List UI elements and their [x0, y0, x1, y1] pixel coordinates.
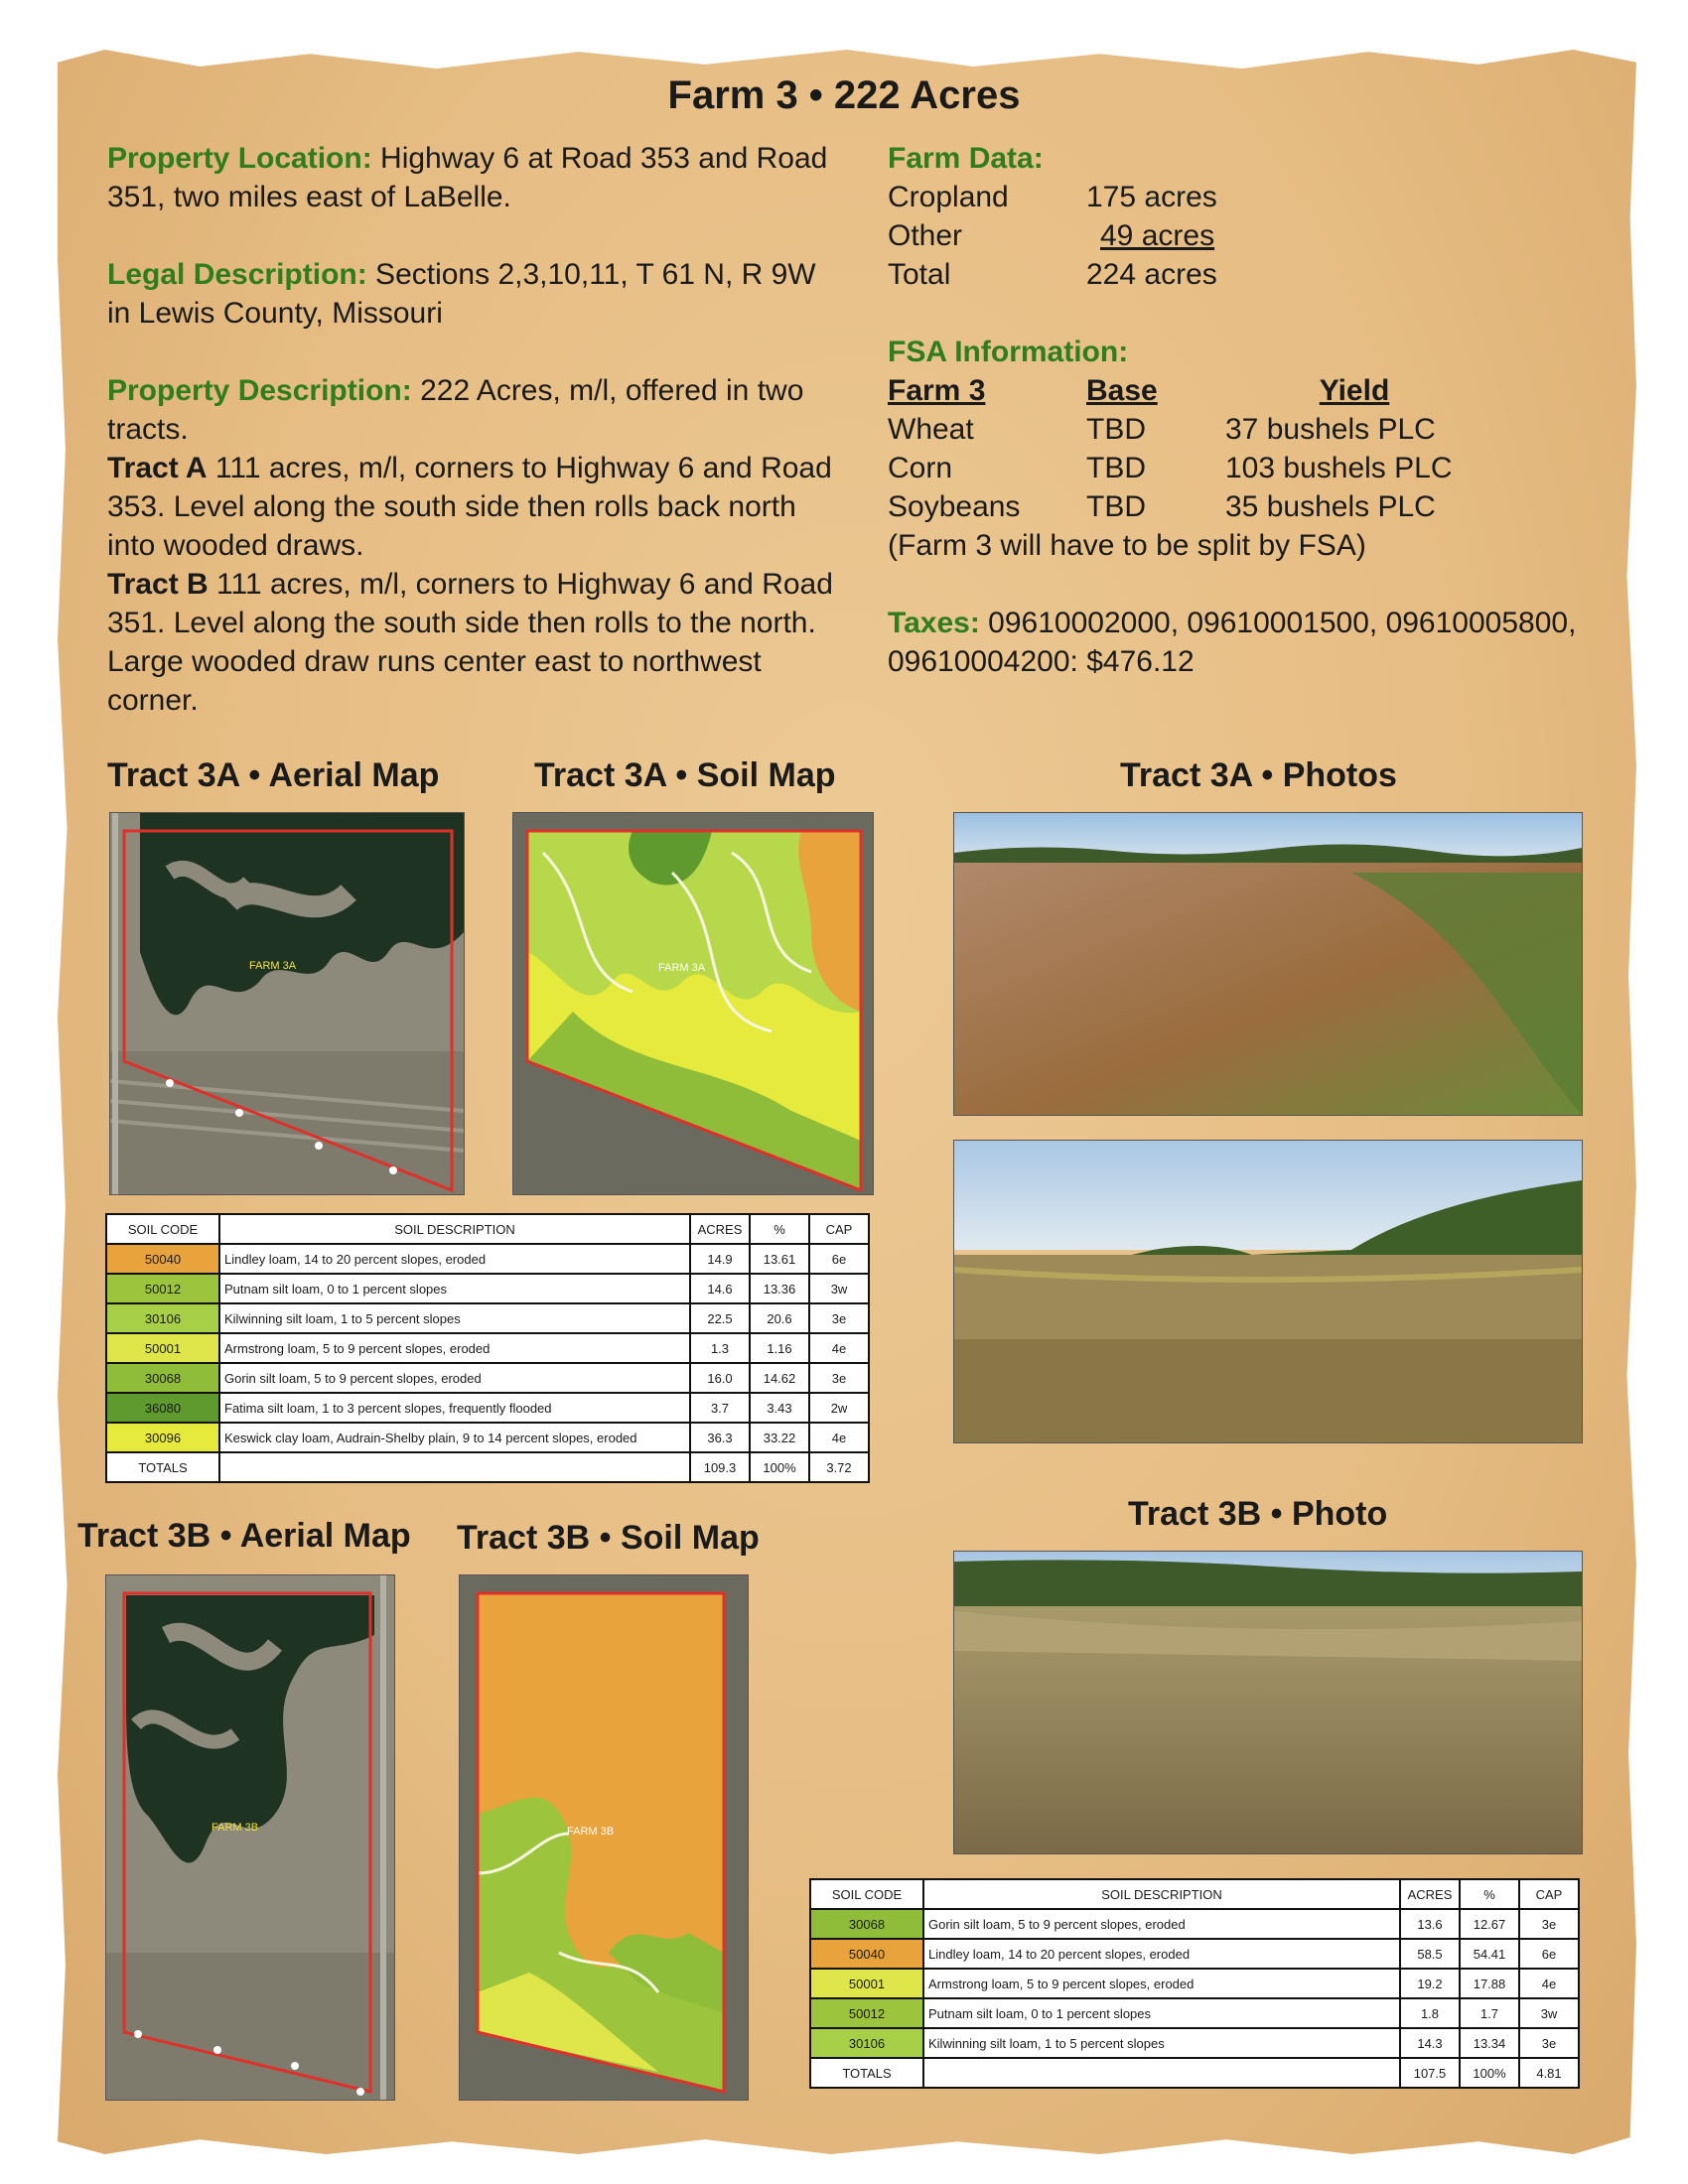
total-cap-cell: 4.81 [1519, 2058, 1579, 2088]
farm-3b-map-label: FARM 3B [211, 1822, 259, 1834]
soil-map-graphic [460, 1575, 748, 2100]
fsa-yield: 35 bushels PLC [1225, 490, 1436, 523]
tract-3a-soil-map [512, 812, 874, 1195]
table-row [106, 1333, 869, 1363]
page-title: Farm 3 • 222 Acres [667, 73, 1021, 117]
table-row [106, 1303, 869, 1333]
percent-cell: 33.22 [750, 1423, 809, 1452]
soil-code-cell: 50040 [810, 1939, 923, 1969]
taxes-text: 09610002000, 09610001500, 09610005800, 09610004200: $476.12 [888, 607, 1577, 678]
farm-data-row [888, 216, 1603, 255]
farm-data-name: Total [888, 258, 951, 291]
soil-description-cell: Gorin silt loam, 5 to 9 percent slopes, eroded [219, 1363, 690, 1393]
fsa-header-yield: Yield [1319, 374, 1390, 407]
empty-cell [923, 2058, 1400, 2088]
acres-cell: 14.6 [690, 1274, 750, 1303]
total-cap-cell: 3.72 [809, 1452, 869, 1482]
soil-code-cell: 30106 [810, 2028, 923, 2058]
cap-cell: 3e [809, 1303, 869, 1333]
soil-code-cell: 36080 [106, 1393, 219, 1423]
farm-data-value: 175 acres [1086, 181, 1217, 213]
totals-row [810, 2058, 1579, 2088]
table-row [810, 1969, 1579, 1998]
tract-a-text: 111 acres, m/l, corners to Highway 6 and Road 353. Level along the south side then rolls back north into wooded draws. [107, 452, 832, 562]
fsa-information-label: FSA Information: [888, 336, 1129, 368]
total-acres-cell: 109.3 [690, 1452, 750, 1482]
cap-cell: 6e [1519, 1939, 1579, 1969]
percent-cell: 13.36 [750, 1274, 809, 1303]
property-info-column [107, 139, 842, 720]
aerial-map-graphic [106, 1575, 394, 2100]
taxes-label: Taxes: [888, 607, 980, 639]
percent-cell: 54.41 [1460, 1939, 1519, 1969]
percent-cell: 13.61 [750, 1244, 809, 1274]
property-location-text: Highway 6 at Road 353 and Road 351, two miles east of LaBelle. [107, 142, 828, 213]
fsa-crop: Soybeans [888, 490, 1021, 523]
property-location-label: Property Location: [107, 142, 372, 175]
soil-description-cell: Lindley loam, 14 to 20 percent slopes, eroded [219, 1244, 690, 1274]
fsa-header-farm: Farm 3 [888, 374, 986, 407]
legal-description-label: Legal Description: [107, 258, 367, 291]
total-percent-cell: 100% [750, 1452, 809, 1482]
cap-cell: 6e [809, 1244, 869, 1274]
fsa-header-row [888, 371, 1603, 410]
header-soil-description: SOIL DESCRIPTION [219, 1214, 690, 1244]
percent-cell: 3.43 [750, 1393, 809, 1423]
table-row [106, 1363, 869, 1393]
totals-label-cell: TOTALS [106, 1452, 219, 1482]
property-description-text: 222 Acres, m/l, offered in two tracts. [107, 374, 804, 446]
fsa-crop: Wheat [888, 413, 974, 446]
soil-description-cell: Armstrong loam, 5 to 9 percent slopes, eroded [923, 1969, 1400, 1998]
percent-cell: 1.7 [1460, 1998, 1519, 2028]
header-soil-code: SOIL CODE [810, 1879, 923, 1909]
totals-row [106, 1452, 869, 1482]
tract-3a-photo-1 [953, 812, 1583, 1116]
percent-cell: 20.6 [750, 1303, 809, 1333]
totals-label-cell: TOTALS [810, 2058, 923, 2088]
field-photo-graphic [954, 813, 1582, 1115]
table-row [810, 2028, 1579, 2058]
farm-data-name: Other [888, 219, 963, 252]
table-row [106, 1244, 869, 1274]
tract-b-text: 111 acres, m/l, corners to Highway 6 and Road 351. Level along the south side then rolls to the north. Large wooded draw runs center east to northwest corner. [107, 568, 833, 717]
aerial-map-graphic [110, 813, 464, 1194]
cap-cell: 3e [809, 1363, 869, 1393]
acres-cell: 16.0 [690, 1363, 750, 1393]
acres-cell: 14.9 [690, 1244, 750, 1274]
tract-3b-soil-map [459, 1574, 749, 2101]
tract-a-label: Tract A [107, 452, 208, 484]
table-row [106, 1393, 869, 1423]
header-percent: % [1460, 1879, 1519, 1909]
fsa-row [888, 449, 1603, 487]
fsa-base: TBD [1086, 413, 1146, 446]
fsa-row [888, 487, 1603, 526]
table-row [106, 1423, 869, 1452]
soil-description-cell: Kilwinning silt loam, 1 to 5 percent slopes [923, 2028, 1400, 2058]
soil-description-cell: Putnam silt loam, 0 to 1 percent slopes [923, 1998, 1400, 2028]
soil-description-cell: Armstrong loam, 5 to 9 percent slopes, eroded [219, 1333, 690, 1363]
tract-3a-soil-table [105, 1213, 870, 1483]
field-photo-graphic [954, 1552, 1582, 1853]
soil-description-cell: Fatima silt loam, 1 to 3 percent slopes, frequently flooded [219, 1393, 690, 1423]
fsa-yield: 103 bushels PLC [1225, 452, 1453, 484]
percent-cell: 13.34 [1460, 2028, 1519, 2058]
acres-cell: 58.5 [1400, 1939, 1460, 1969]
cap-cell: 3w [809, 1274, 869, 1303]
farm-data-value: 49 acres [1100, 219, 1215, 252]
table-row [810, 1939, 1579, 1969]
acres-cell: 14.3 [1400, 2028, 1460, 2058]
header-acres: ACRES [690, 1214, 750, 1244]
table-header-row [810, 1879, 1579, 1909]
farm-data-row [888, 255, 1603, 294]
cap-cell: 4e [809, 1333, 869, 1363]
fsa-base: TBD [1086, 490, 1146, 523]
acres-cell: 13.6 [1400, 1909, 1460, 1939]
farm-3a-soil-label: FARM 3A [658, 962, 706, 974]
fsa-crop: Corn [888, 452, 953, 484]
tract-3b-soil-title: Tract 3B • Soil Map [457, 1519, 760, 1557]
percent-cell: 1.16 [750, 1333, 809, 1363]
fsa-note: (Farm 3 will have to be split by FSA) [888, 529, 1366, 562]
legal-description [107, 255, 842, 333]
fsa-yield: 37 bushels PLC [1225, 413, 1436, 446]
tract-3a-soil-title: Tract 3A • Soil Map [534, 756, 836, 794]
header-soil-description: SOIL DESCRIPTION [923, 1879, 1400, 1909]
acres-cell: 1.8 [1400, 1998, 1460, 2028]
tract-3a-photo-2 [953, 1140, 1583, 1443]
table-row [810, 1998, 1579, 2028]
soil-description-cell: Gorin silt loam, 5 to 9 percent slopes, eroded [923, 1909, 1400, 1939]
header-cap: CAP [1519, 1879, 1579, 1909]
soil-code-cell: 30068 [810, 1909, 923, 1939]
acres-cell: 22.5 [690, 1303, 750, 1333]
property-location [107, 139, 842, 216]
percent-cell: 12.67 [1460, 1909, 1519, 1939]
empty-cell [219, 1452, 690, 1482]
table-row [106, 1274, 869, 1303]
table-row [810, 1909, 1579, 1939]
header-acres: ACRES [1400, 1879, 1460, 1909]
acres-cell: 1.3 [690, 1333, 750, 1363]
farm-data-value: 224 acres [1086, 258, 1217, 291]
soil-code-cell: 30068 [106, 1363, 219, 1393]
tract-3b-photo [953, 1551, 1583, 1854]
header-soil-code: SOIL CODE [106, 1214, 219, 1244]
tract-3b-soil-table [809, 1878, 1580, 2089]
fsa-row [888, 410, 1603, 449]
property-description-label: Property Description: [107, 374, 412, 407]
cap-cell: 2w [809, 1393, 869, 1423]
total-acres-cell: 107.5 [1400, 2058, 1460, 2088]
farm-3a-map-label: FARM 3A [249, 960, 297, 972]
table-header-row [106, 1214, 869, 1244]
soil-code-cell: 50040 [106, 1244, 219, 1274]
legal-description-text: Sections 2,3,10,11, T 61 N, R 9W in Lewis County, Missouri [107, 258, 816, 330]
acres-cell: 36.3 [690, 1423, 750, 1452]
soil-code-cell: 50001 [810, 1969, 923, 1998]
header-cap: CAP [809, 1214, 869, 1244]
taxes [888, 604, 1603, 681]
soil-description-cell: Kilwinning silt loam, 1 to 5 percent slopes [219, 1303, 690, 1333]
tract-b-description [107, 565, 842, 720]
soil-description-cell: Putnam silt loam, 0 to 1 percent slopes [219, 1274, 690, 1303]
tract-b-label: Tract B [107, 568, 209, 601]
acres-cell: 19.2 [1400, 1969, 1460, 1998]
soil-code-cell: 50001 [106, 1333, 219, 1363]
cap-cell: 4e [1519, 1969, 1579, 1998]
farm-data-row [888, 178, 1603, 216]
soil-description-cell: Lindley loam, 14 to 20 percent slopes, eroded [923, 1939, 1400, 1969]
header-percent: % [750, 1214, 809, 1244]
cap-cell: 4e [809, 1423, 869, 1452]
soil-code-cell: 50012 [810, 1998, 923, 2028]
cap-cell: 3w [1519, 1998, 1579, 2028]
farm-data-name: Cropland [888, 181, 1009, 213]
cap-cell: 3e [1519, 2028, 1579, 2058]
tract-a-description [107, 449, 842, 565]
soil-description-cell: Keswick clay loam, Audrain-Shelby plain, 9 to 14 percent slopes, eroded [219, 1423, 690, 1452]
acres-cell: 3.7 [690, 1393, 750, 1423]
tract-3a-photos-title: Tract 3A • Photos [1120, 756, 1397, 794]
soil-code-cell: 30106 [106, 1303, 219, 1333]
farm-info-column [888, 139, 1603, 681]
farm-data-label: Farm Data: [888, 142, 1044, 175]
tract-3a-aerial-title: Tract 3A • Aerial Map [107, 756, 440, 794]
total-percent-cell: 100% [1460, 2058, 1519, 2088]
percent-cell: 14.62 [750, 1363, 809, 1393]
soil-code-cell: 50012 [106, 1274, 219, 1303]
field-photo-graphic [954, 1141, 1582, 1442]
tract-3b-aerial-map [105, 1574, 395, 2101]
soil-map-graphic [513, 813, 873, 1194]
property-description [107, 371, 842, 449]
soil-code-cell: 30096 [106, 1423, 219, 1452]
farm-3b-soil-label: FARM 3B [567, 1826, 615, 1838]
tract-3a-aerial-map [109, 812, 465, 1195]
percent-cell: 17.88 [1460, 1969, 1519, 1998]
fsa-base: TBD [1086, 452, 1146, 484]
fsa-header-base: Base [1086, 374, 1158, 407]
cap-cell: 3e [1519, 1909, 1579, 1939]
tract-3b-photo-title: Tract 3B • Photo [1128, 1495, 1388, 1533]
tract-3b-aerial-title: Tract 3B • Aerial Map [77, 1517, 411, 1555]
